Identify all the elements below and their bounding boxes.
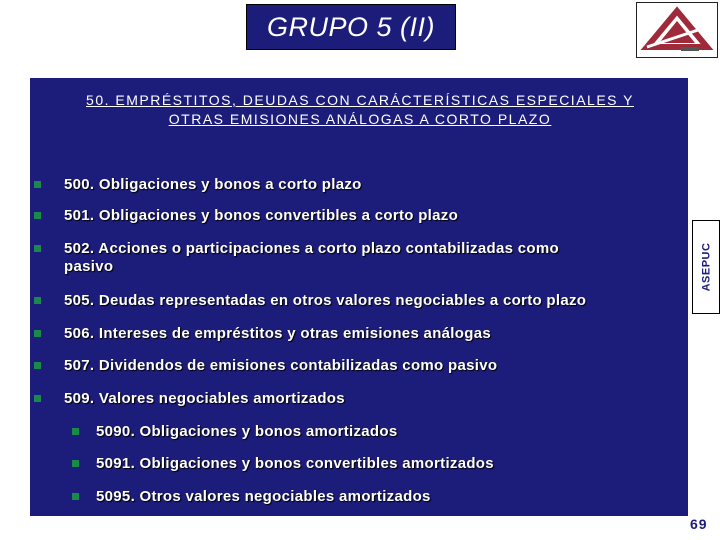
title-box	[246, 4, 456, 50]
square-bullet-icon	[72, 493, 79, 500]
sub-list-item: 5095. Otros valores negociables amortizados	[96, 488, 431, 505]
side-label	[692, 220, 720, 314]
list-item: 500. Obligaciones y bonos a corto plazo	[64, 176, 362, 193]
side-label-text: ASEPUC	[700, 242, 712, 292]
list-item: 506. Intereses de empréstitos y otras emisiones análogas	[64, 325, 491, 342]
sub-list-item: 5090. Obligaciones y bonos amortizados	[96, 423, 398, 440]
list-item-line2: pasivo	[64, 258, 114, 275]
square-bullet-icon	[34, 212, 41, 219]
square-bullet-icon	[34, 395, 41, 402]
square-bullet-icon	[34, 362, 41, 369]
square-bullet-icon	[72, 460, 79, 467]
square-bullet-icon	[34, 245, 41, 252]
list-item: 501. Obligaciones y bonos convertibles a corto plazo	[64, 207, 459, 224]
list-item-line1: 502. Acciones o participaciones a corto plazo contabilizadas como	[64, 240, 559, 257]
list-item: 505. Deudas representadas en otros valores negociables a corto plazo	[64, 292, 587, 309]
page-number: 69	[690, 516, 708, 532]
section-heading-line1: 50. EMPRÉSTITOS, DEUDAS CON CARÁCTERÍSTICAS ESPECIALES Y	[86, 92, 634, 108]
section-heading-line2: OTRAS EMISIONES ANÁLOGAS A CORTO PLAZO	[168, 111, 552, 127]
square-bullet-icon	[34, 181, 41, 188]
square-bullet-icon	[34, 330, 41, 337]
section-heading	[0, 91, 720, 129]
square-bullet-icon	[72, 428, 79, 435]
sub-list-item: 5091. Obligaciones y bonos convertibles amortizados	[96, 455, 494, 472]
slide-title: GRUPO 5 (II)	[266, 11, 435, 42]
asepuc-logo-icon	[636, 2, 718, 58]
list-item: 507. Dividendos de emisiones contabilizadas como pasivo	[64, 357, 498, 374]
square-bullet-icon	[34, 297, 41, 304]
list-item: 509. Valores negociables amortizados	[64, 390, 345, 407]
list-item	[64, 240, 559, 276]
